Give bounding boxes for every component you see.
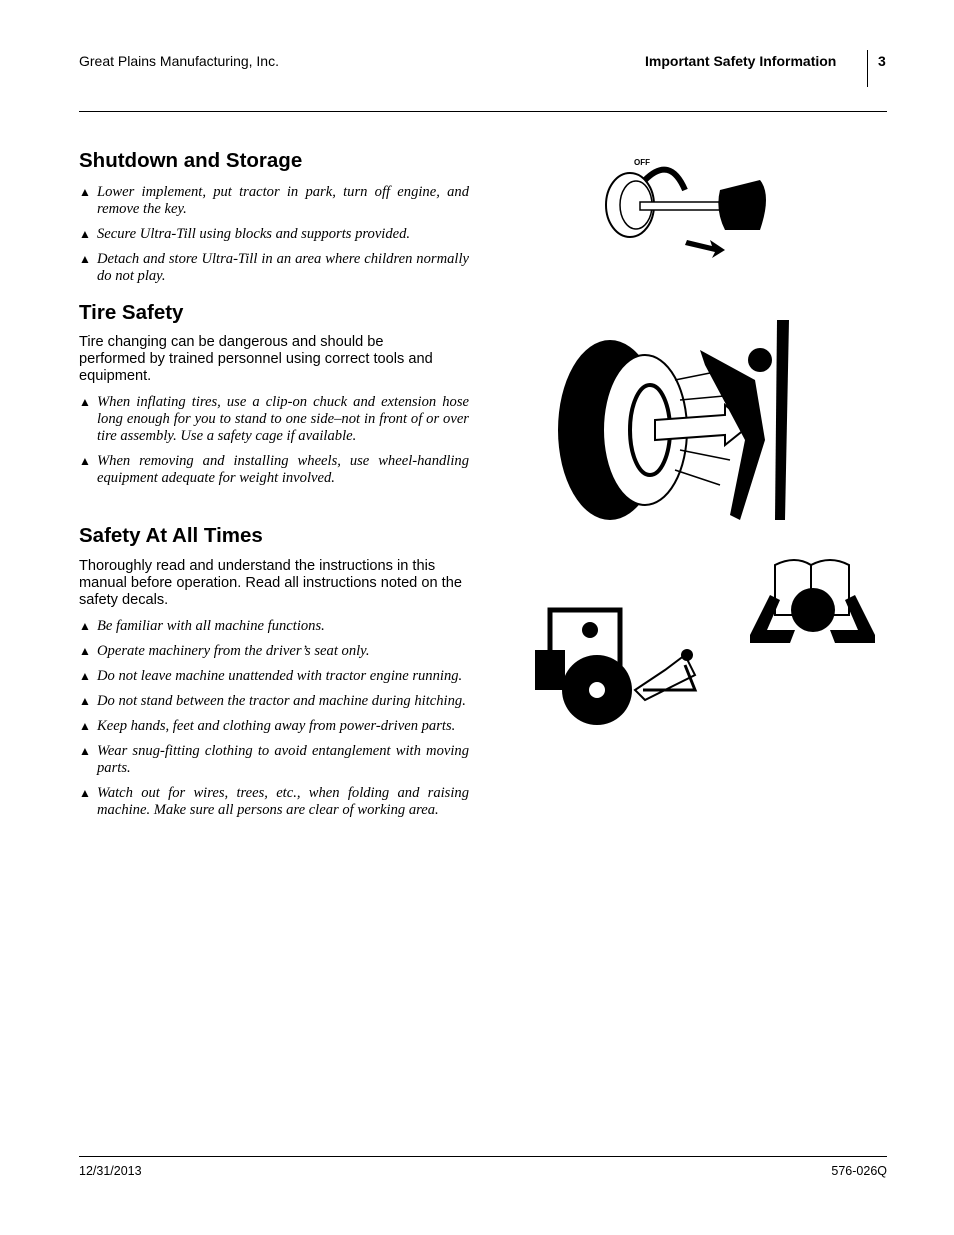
header-rule	[79, 111, 887, 112]
warning-triangle-icon: ▲	[79, 786, 91, 800]
list-item: ▲ Secure Ultra-Till using blocks and supports provided.	[79, 226, 411, 242]
header-divider	[867, 50, 868, 87]
key-off-illustration	[600, 150, 780, 260]
warning-triangle-icon: ▲	[79, 227, 91, 241]
section-title-shutdown: Shutdown and Storage	[79, 149, 303, 172]
list-item: ▲ Do not stand between the tractor and machine during hitching.	[79, 693, 466, 709]
list-item: ▲ Detach and store Ultra-Till in an area where children normally do not play.	[79, 251, 469, 284]
warning-triangle-icon: ▲	[79, 185, 91, 199]
header-company: Great Plains Manufacturing, Inc.	[79, 53, 279, 69]
list-item: ▲ When inflating tires, use a clip-on chuck and extension hose long enough for you to stand to one side–not in front of or over tire assembly. Use a safety cage if available.	[79, 394, 469, 444]
read-manual-illustration	[745, 555, 880, 645]
shutdown-bullets	[79, 184, 469, 293]
warning-triangle-icon: ▲	[79, 454, 91, 468]
section-title-safety-at-all-times: Safety At All Times	[79, 524, 263, 547]
list-item: ▲ Operate machinery from the driver’s seat only.	[79, 643, 370, 659]
warning-triangle-icon: ▲	[79, 719, 91, 733]
safety-bullets	[79, 618, 469, 827]
warning-triangle-icon: ▲	[79, 744, 91, 758]
list-item: ▲ Wear snug-fitting clothing to avoid entanglement with moving parts.	[79, 743, 469, 776]
safety-intro: Thoroughly read and understand the instructions in this manual before operation. Read all instructions noted on the safety decals.	[79, 558, 462, 608]
warning-triangle-icon: ▲	[79, 619, 91, 633]
tire-hazard-illustration	[555, 310, 795, 525]
warning-triangle-icon: ▲	[79, 252, 91, 266]
list-item: ▲ Watch out for wires, trees, etc., when folding and raising machine. Make sure all persons are clear of working area.	[79, 785, 469, 818]
list-item: ▲ Keep hands, feet and clothing away from power-driven parts.	[79, 718, 456, 734]
footer-doc-number: 576-026Q	[831, 1164, 887, 1178]
warning-triangle-icon: ▲	[79, 694, 91, 708]
footer-date: 12/31/2013	[79, 1164, 142, 1178]
list-item: ▲ Lower implement, put tractor in park, turn off engine, and remove the key.	[79, 184, 469, 217]
tractor-hitching-illustration	[535, 605, 705, 730]
list-item: ▲ Do not leave machine unattended with tractor engine running.	[79, 668, 463, 684]
header-section: Important Safety Information	[645, 53, 837, 69]
tire-intro: Tire changing can be dangerous and should be performed by trained personnel using correct tools and equipment.	[79, 334, 433, 384]
warning-triangle-icon: ▲	[79, 644, 91, 658]
footer-rule	[79, 1156, 887, 1157]
svg-text:OFF: OFF	[634, 158, 650, 167]
list-item: ▲ Be familiar with all machine functions.	[79, 618, 325, 634]
warning-triangle-icon: ▲	[79, 669, 91, 683]
tire-bullets	[79, 394, 469, 495]
page-number: 3	[878, 53, 886, 69]
warning-triangle-icon: ▲	[79, 395, 91, 409]
list-item: ▲ When removing and installing wheels, use wheel-handling equipment adequate for weight involved.	[79, 453, 469, 486]
section-title-tire-safety: Tire Safety	[79, 301, 184, 324]
